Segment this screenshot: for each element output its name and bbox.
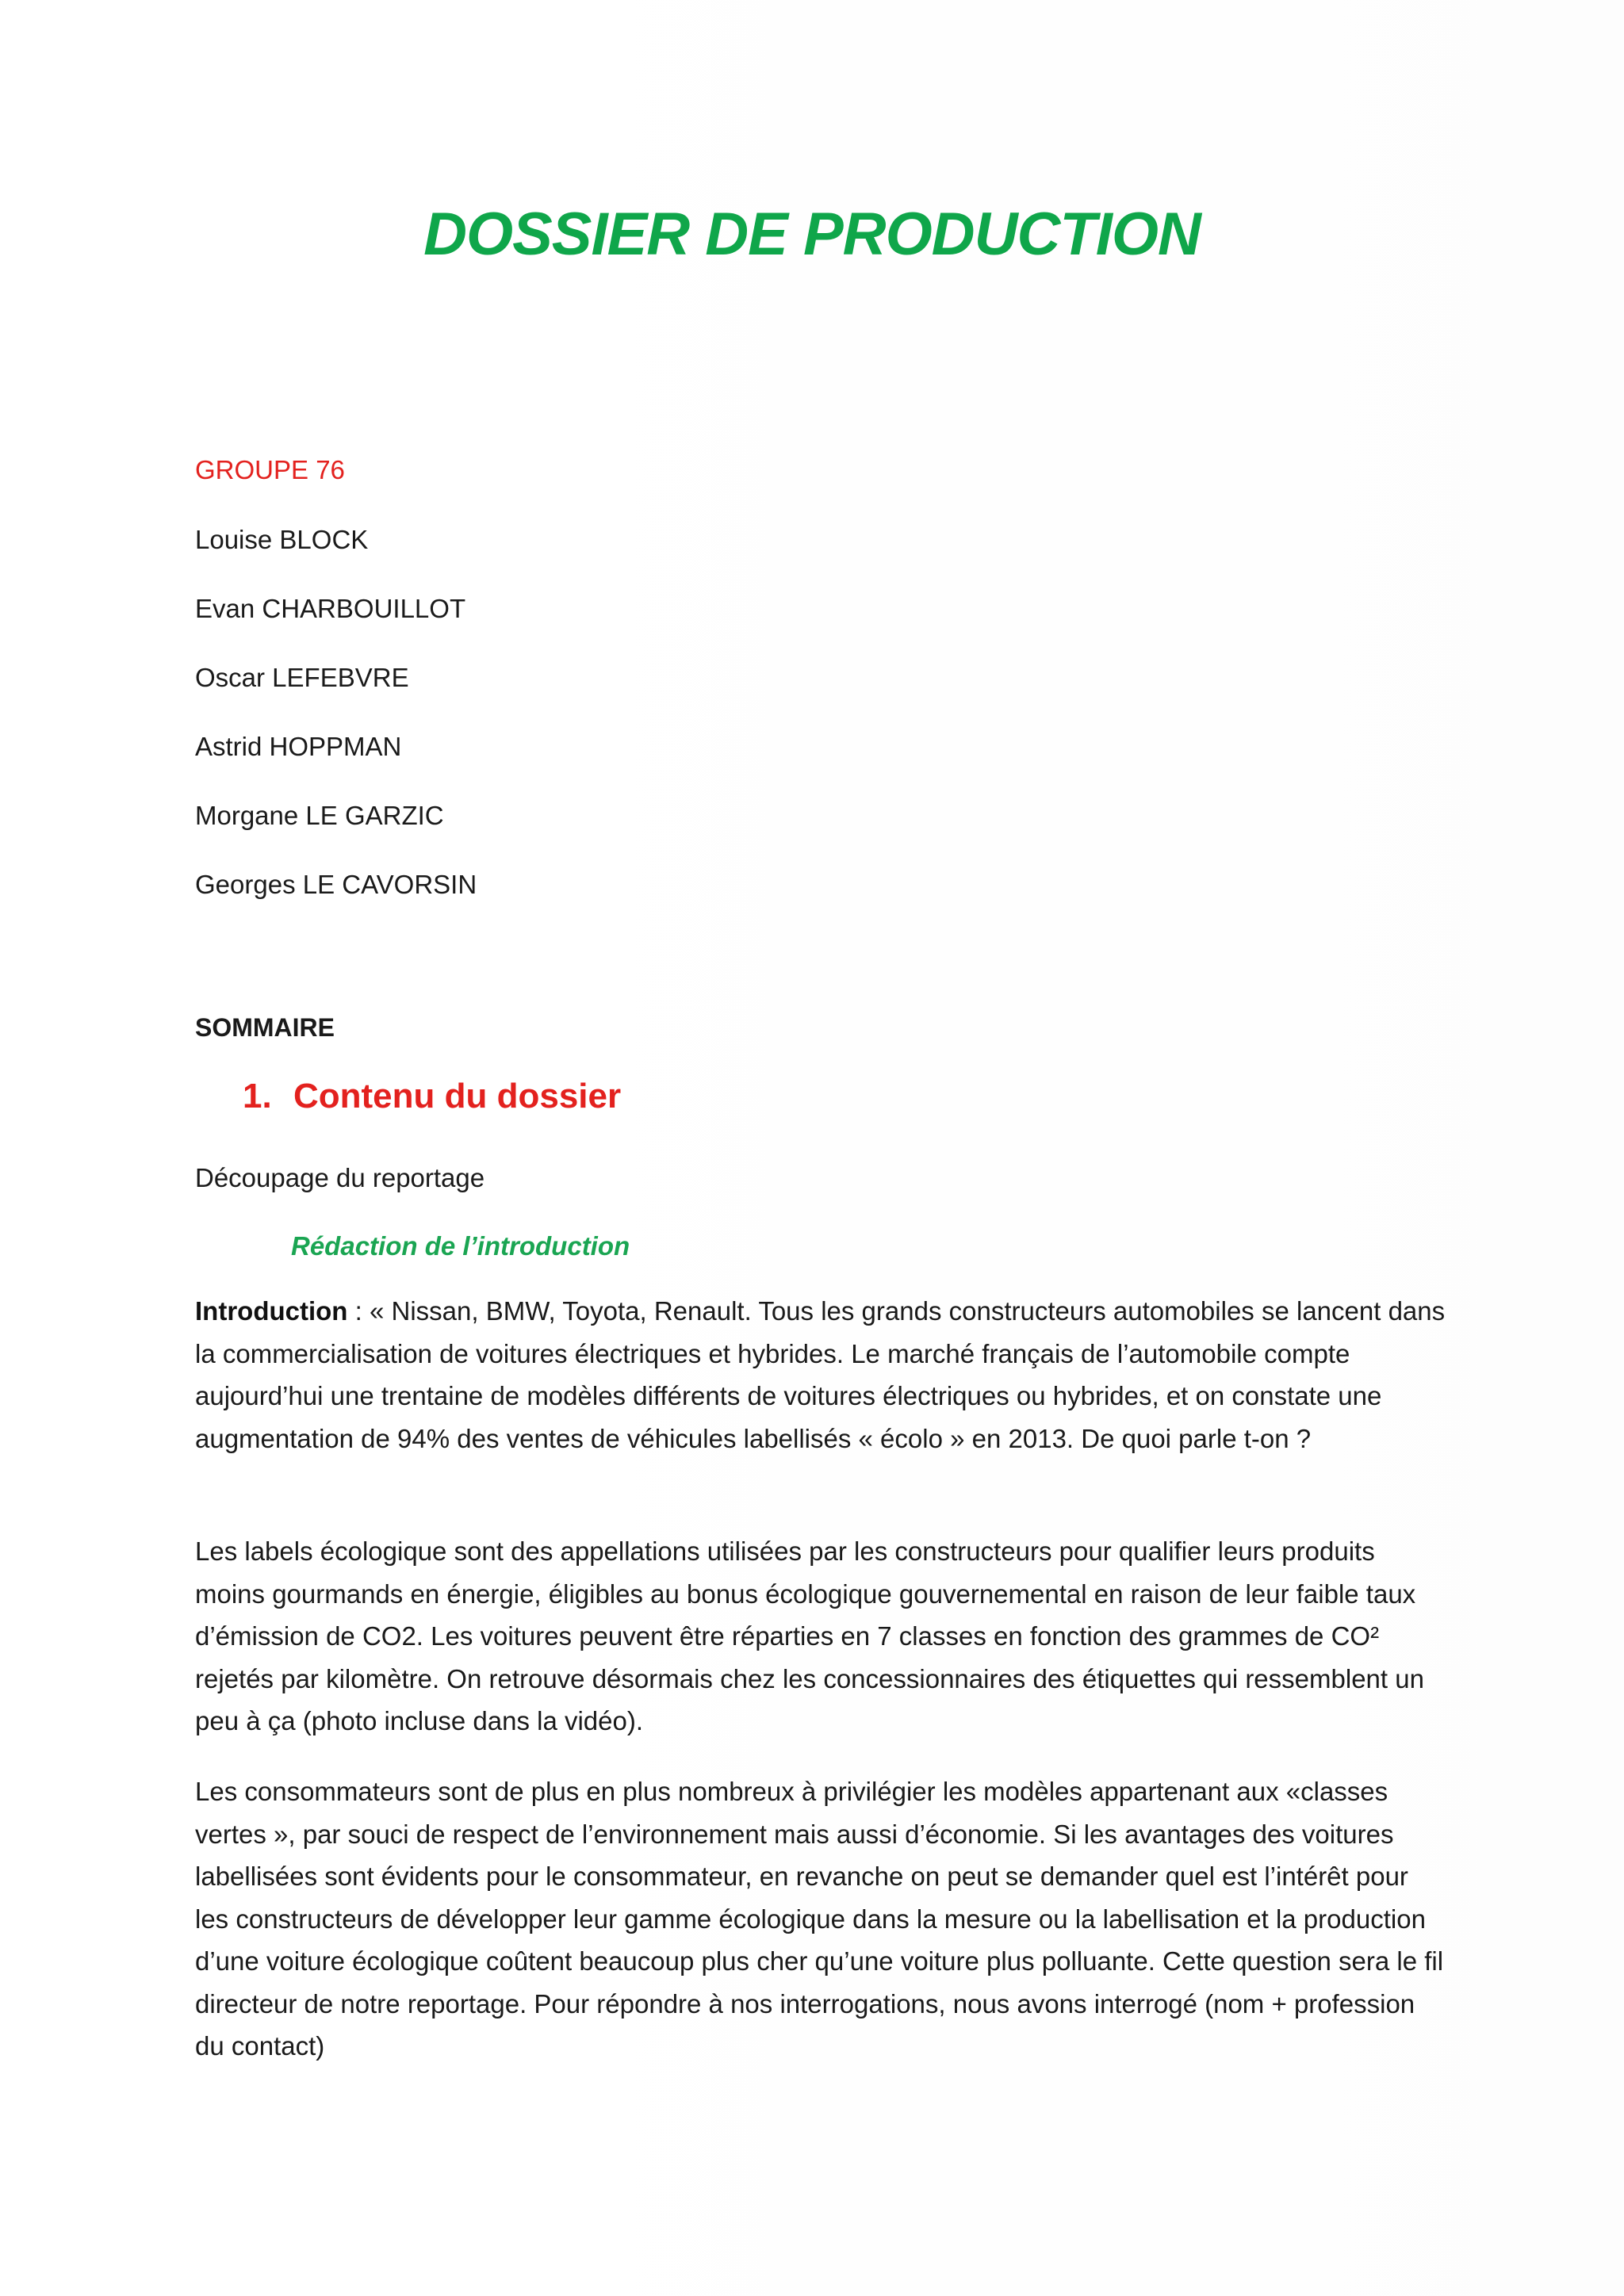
intro-label: Introduction: [195, 1296, 348, 1326]
paragraph-consumers: Les consommateurs sont de plus en plus nombreux à privilégier les modèles appartenant aux «classes vertes », par souci de respect de l’environnement mais aussi d’économie. Si les avantages des voitures labellisées sont évidents pour le consommateur, en revanche on peut se demander quel est l’intérêt pour les constructeurs de développer leur gamme écologique dans la mesure ou la labellisation et la production d’une voiture écologique coûtent beaucoup plus cher qu’une voiture plus polluante. Cette question sera le fil directeur de notre reportage. Pour répondre à nos interrogations, nous avons interrogé (nom + profession du contact): [195, 1777, 1444, 2061]
subsection-heading: Rédaction de l’introduction: [291, 1231, 630, 1261]
paragraph-labels: Les labels écologique sont des appellations utilisées par les constructeurs pour qualifier leurs produits moins gourmands en énergie, éligibles au bonus écologique gouvernemental en raison de leur faible taux d’émission de CO2. Les voitures peuvent être réparties en 7 classes en fonction des grammes de CO² rejetés par kilomètre. On retrouve désormais chez les concessionnaires des étiquettes qui ressemblent un peu à ça (photo incluse dans la vidéo).: [195, 1536, 1424, 1735]
decoupage-label: Découpage du reportage: [195, 1163, 485, 1192]
member-name: Oscar LEFEBVRE: [195, 663, 409, 692]
member-name: Louise BLOCK: [195, 525, 369, 554]
section-heading: [243, 1077, 621, 1116]
member-name: Morgane LE GARZIC: [195, 801, 444, 830]
member-name: Georges LE CAVORSIN: [195, 870, 477, 899]
group-label: GROUPE 76: [195, 455, 345, 484]
summary-heading: SOMMAIRE: [195, 1013, 335, 1042]
intro-text: : « Nissan, BMW, Toyota, Renault. Tous les grands constructeurs automobiles se lancent dans la commercialisation de voitures électriques et hybrides. Le marché français de l’automobile compte aujourd’hui une trentaine de modèles différents de voitures électriques ou hybrides, et on constate une augmentation de 94% des ventes de véhicules labellisés « écolo » en 2013. De quoi parle t-on ?: [195, 1296, 1446, 1453]
document-title: DOSSIER DE PRODUCTION: [423, 201, 1201, 268]
member-name: Astrid HOPPMAN: [195, 732, 402, 761]
intro-paragraph: [195, 1290, 1448, 1460]
section-title: Contenu du dossier: [293, 1077, 622, 1115]
section-number: 1.: [243, 1077, 272, 1115]
member-name: Evan CHARBOUILLOT: [195, 594, 466, 623]
